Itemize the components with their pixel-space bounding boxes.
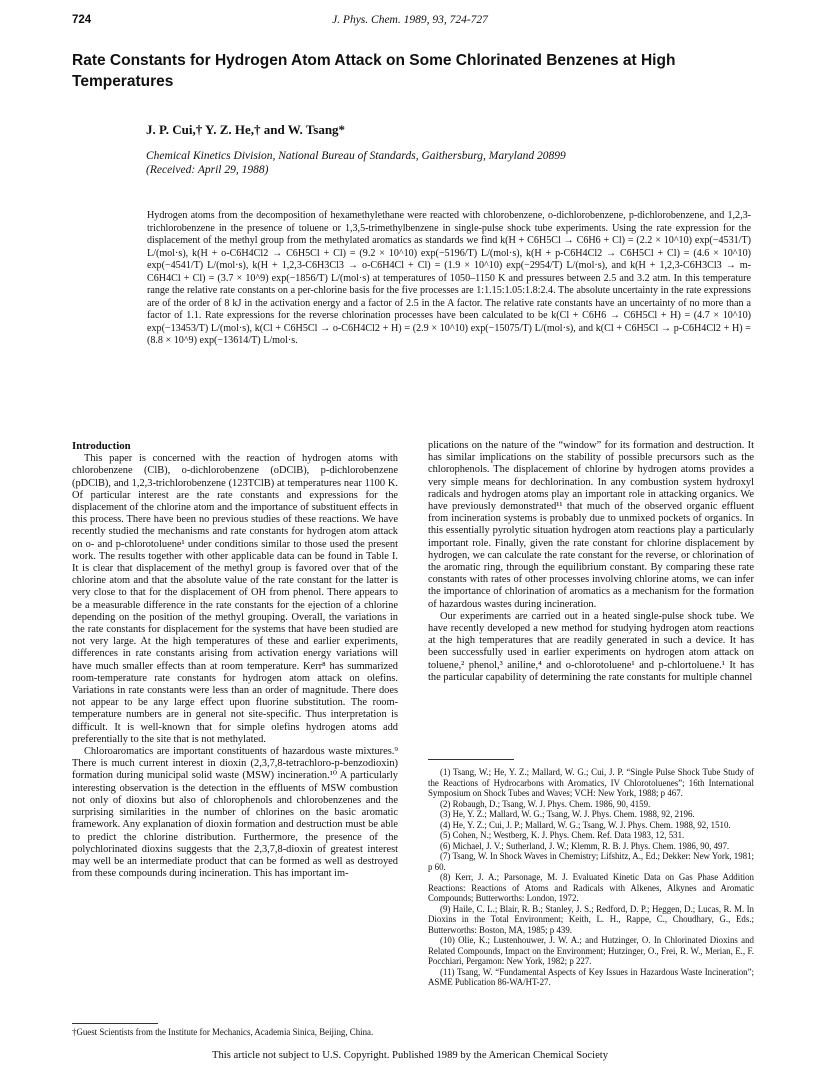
author-list: J. P. Cui,† Y. Z. He,† and W. Tsang* (146, 122, 346, 137)
received-date: (Received: April 29, 1988) (146, 164, 269, 176)
reference-item: (4) He, Y. Z.; Cui, J. P.; Mallard, W. G.; Tsang, W. J. Phys. Chem. 1988, 92, 1510. (440, 819, 731, 830)
article-title: Rate Constants for Hydrogen Atom Attack on Some Chlorinated Benzenes at High Temperatures (72, 52, 676, 90)
reference-item: (5) Cohen, N.; Westberg, K. J. Phys. Chem. Ref. Data 1983, 12, 531. (440, 830, 685, 840)
reference-item: (7) Tsang, W. In Shock Waves in Chemistry; Lifshitz, A., Ed.; Dekker: New York, 1981; p 60. (428, 851, 754, 872)
reference-list (428, 767, 754, 988)
reference-item: (6) Michael, J. V.; Sutherland, J. W.; Klemm, R. B. J. Phys. Chem. 1986, 90, 497. (440, 840, 730, 851)
references-divider (428, 759, 514, 760)
running-head (72, 14, 748, 30)
right-column (428, 440, 754, 684)
body-paragraph: Chloroaromatics are important constituents of hazardous waste mixtures.⁹ There is much current interest in dioxin (2,3,7,8-tetrachloro-p-benzodioxin) formation during municipal solid waste (MSW) incineration.¹⁰ A particularly interesting observation is the detection in the effluents of MSW combustion not only of dioxins but also of chlorophenols and chlorobenzenes and the surprising similarities in the number of chlorines on the basic aromatic framework. Any explanation of dioxin formation and destruction must be able to predict the chlorine distribution. Furthermore, the presence of the polychlorinated dioxins suggests that the 2,3,7,8-dioxin of greatest interest may well be an intermediate product that can be formed as well as destroyed from these compounds during incineration. This has important im- (72, 746, 398, 880)
footnote-divider (72, 1023, 158, 1024)
reference-item: (2) Robaugh, D.; Tsang, W. J. Phys. Chem. 1986, 90, 4159. (440, 798, 651, 809)
reference-item: (11) Tsang, W. “Fundamental Aspects of Key Issues in Hazardous Waste Incineration”; ASME Publication 86-WA/HT-27. (428, 966, 754, 987)
reference-item: (10) Olie, K.; Lustenhouwer, J. W. A.; and Hutzinger, O. In Chlorinated Dioxins and Related Compounds, Impact on the Environment; Hutzinger, O., Frei, R. W., Merian, E., F. Pocchiari, Pergamon: New York, 1982; p 227. (428, 935, 754, 966)
body-paragraph: This paper is concerned with the reaction of hydrogen atoms with chlorobenzene (ClB), o-dichlorobenzene (oDClB), p-dichlorobenzene (pDClB), and 1,2,3-trichlorobenzene (123TClB) at temperatures near 1100 K. Of particular interest are the rate constants and expressions for the displacement of the chlorine atom and the importance of substituent effects in this process. There have been no previous studies of these reactions. We have recently studied the mechanisms and rate constants for hydrogen atom attack on o- and p-chlorotoluene¹ under conditions similar to those used the present work. The results together with other applicable data can be found in Table I. It is clear that displacement of the methyl group is favored over that of the chlorine atom and that the absolute value of the rate constant for the latter is very close to that for the displacement of OH from phenol. There appears to be a measurable difference in the rate constants for the ejection of a chlorine depending on the position of the methyl grouping. Overall, the variations in the rate constants for displacement for the systems that have been studied are not very large. At the high temperatures of these and earlier experiments, differences in rate constants arising from activation energy variations will have much smaller effects than at room temperature. Kerr⁸ has summarized room-temperature rate constants for hydrogen atom attack on olefins. Variations in rate constants were less than an order of magnitude. There does not appear to be any large effect upon fluorine substitution. The room-temperature numbers are in general not site-specific. Thus interpretation is difficult. It is well-known that for simple olefins hydrogen atoms add preferentially to the site that is not methylated. (72, 453, 398, 745)
journal-reference: J. Phys. Chem. 1989, 93, 724-727 (332, 14, 488, 26)
page-number: 724 (72, 14, 92, 26)
reference-item: (8) Kerr, J. A.; Parsonage, M. J. Evaluated Kinetic Data on Gas Phase Addition Reactions: Reactions of Atoms and Radicals with Alkenes, Alkynes and Aromatic Compounds; Butterworths: London, 1972. (428, 872, 754, 903)
section-heading-introduction: Introduction (72, 440, 131, 452)
affiliation-block (146, 149, 766, 177)
body-paragraph: plications on the nature of the “window” for its formation and destruction. It has similar implications on the stability of possible precursors such as the chlorophenols. The displacement of chlorine by hydrogen atoms provides a very simple means for dechlorination. In any combustion system hydroxyl radicals and hydrogen atoms play an important role in attacking organics. We have previously demonstrated¹¹ that much of the observed organic effluent from incineration systems is probably due to unmixed pockets of organics. In this essentially pyrolytic situation hydrogen atom reactions play a particularly important role. Finally, given the rate constant for chlorine displacement by hydrogen, we can calculate the rate constant for the reverse, or chlorination of the aromatic ring, through the equilibrium constant. By comparing these rate constants with rates of other processes involving chlorine atoms, we can infer the importance of chlorination of aromatics as a mechanism for the formation of hazardous wastes during incineration. (428, 440, 754, 610)
reference-item: (9) Haile, C. L.; Blair, R. B.; Stanley, J. S.; Redford, D. P.; Heggen, D.; Lucas, R. M. In Dioxins in the Total Environment; Keith, L. H., Rappe, C., Choudhary, G., Eds.; Butterworths: Boston, MA, 1985; p 439. (428, 903, 754, 935)
body-paragraph: Our experiments are carried out in a heated single-pulse shock tube. We have recently developed a new method for studying hydrogen atom reactions at the high temperatures that are readily generated in such a device. It has been successfully used in earlier experiments on hydrogen atom attack on toluene,² phenol,³ aniline,⁴ and o-chlorotoluene¹ and p-chlortoluene.¹ It has the particular capability of determining the rate constants for multiple channel (428, 610, 754, 683)
author-footnote: †Guest Scientists from the Institute for Mechanics, Academia Sinica, Beijing, China. (72, 1027, 374, 1037)
affiliation: Chemical Kinetics Division, National Bureau of Standards, Gaithersburg, Maryland 20899 (146, 150, 566, 162)
abstract: Hydrogen atoms from the decomposition of hexamethylethane were reacted with chlorobenzene, o-dichlorobenzene, p-dichlorobenzene, and 1,2,3-trichlorobenzene in the presence of toluene or 1,3,5-trimethylbenzene in single-pulse shock tube experiments. Using the rate expression for the displacement of the methyl group from the methylated aromatics as standards we find k(H + C6H5Cl → C6H6 + Cl) = (2.2 × 10^10) exp(−4531/T) L/(mol·s), k(H + o-C6H4Cl2 → C6H5Cl + Cl) = (9.2 × 10^10) exp(−5196/T) L/(mol·s), k(H + p-C6H4Cl2 → C6H5Cl + Cl) = (4.6 × 10^10) exp(−4541/T) L/(mol·s), k(H + 1,2,3-C6H3Cl3 → o-C6H4Cl + Cl) = (1.9 × 10^10) exp(−2954/T) L/(mol·s), and k(H + 1,2,3-C6H3Cl3 → m-C6H4Cl + Cl) = (3.7 × 10^9) exp(−1856/T) L/(mol·s) at temperatures of 1050–1150 K and pressures between 2.5 and 3.2 atm. In this temperature range the relative rate constants on a per-chlorine basis for the five processes are 1:1.15:1.05:1.8:2.4. The absolute uncertainty in the rate expressions are of the order of 8 kJ in the activation energy and a factor of 2.5 in the A factor. The relative rate constants have an uncertainty of no more than a factor of 1.1. Rate expressions for the reverse chlorination processes have been calculated to be k(Cl + C6H6 → C6H5Cl + H) = (4.7 × 10^10) exp(−13453/T) L/(mol·s), k(Cl + C6H5Cl → o-C6H4Cl2 + H) = (2.9 × 10^10) exp(−15075/T) L/(mol·s), and k(Cl + C6H5Cl → p-C6H4Cl2 + H) = (8.8 × 10^9) exp(−13614/T) L/mol·s. (147, 210, 751, 347)
reference-item: (1) Tsang, W.; He, Y. Z.; Mallard, W. G.; Cui, J. P. “Single Pulse Shock Tube Study of the Reactions of Hydrocarbons with Aromatics, IV Chlorotoluenes”; 16th International Symposium on Shock Tubes and Waves; VCH: New York, 1988; p 467. (428, 767, 754, 798)
reference-item: (3) He, Y. Z.; Mallard, W. G.; Tsang, W. J. Phys. Chem. 1988, 92, 2196. (440, 809, 695, 819)
left-column (72, 440, 398, 880)
copyright-line: This article not subject to U.S. Copyright. Published 1989 by the American Chemical Society (211, 1050, 609, 1061)
